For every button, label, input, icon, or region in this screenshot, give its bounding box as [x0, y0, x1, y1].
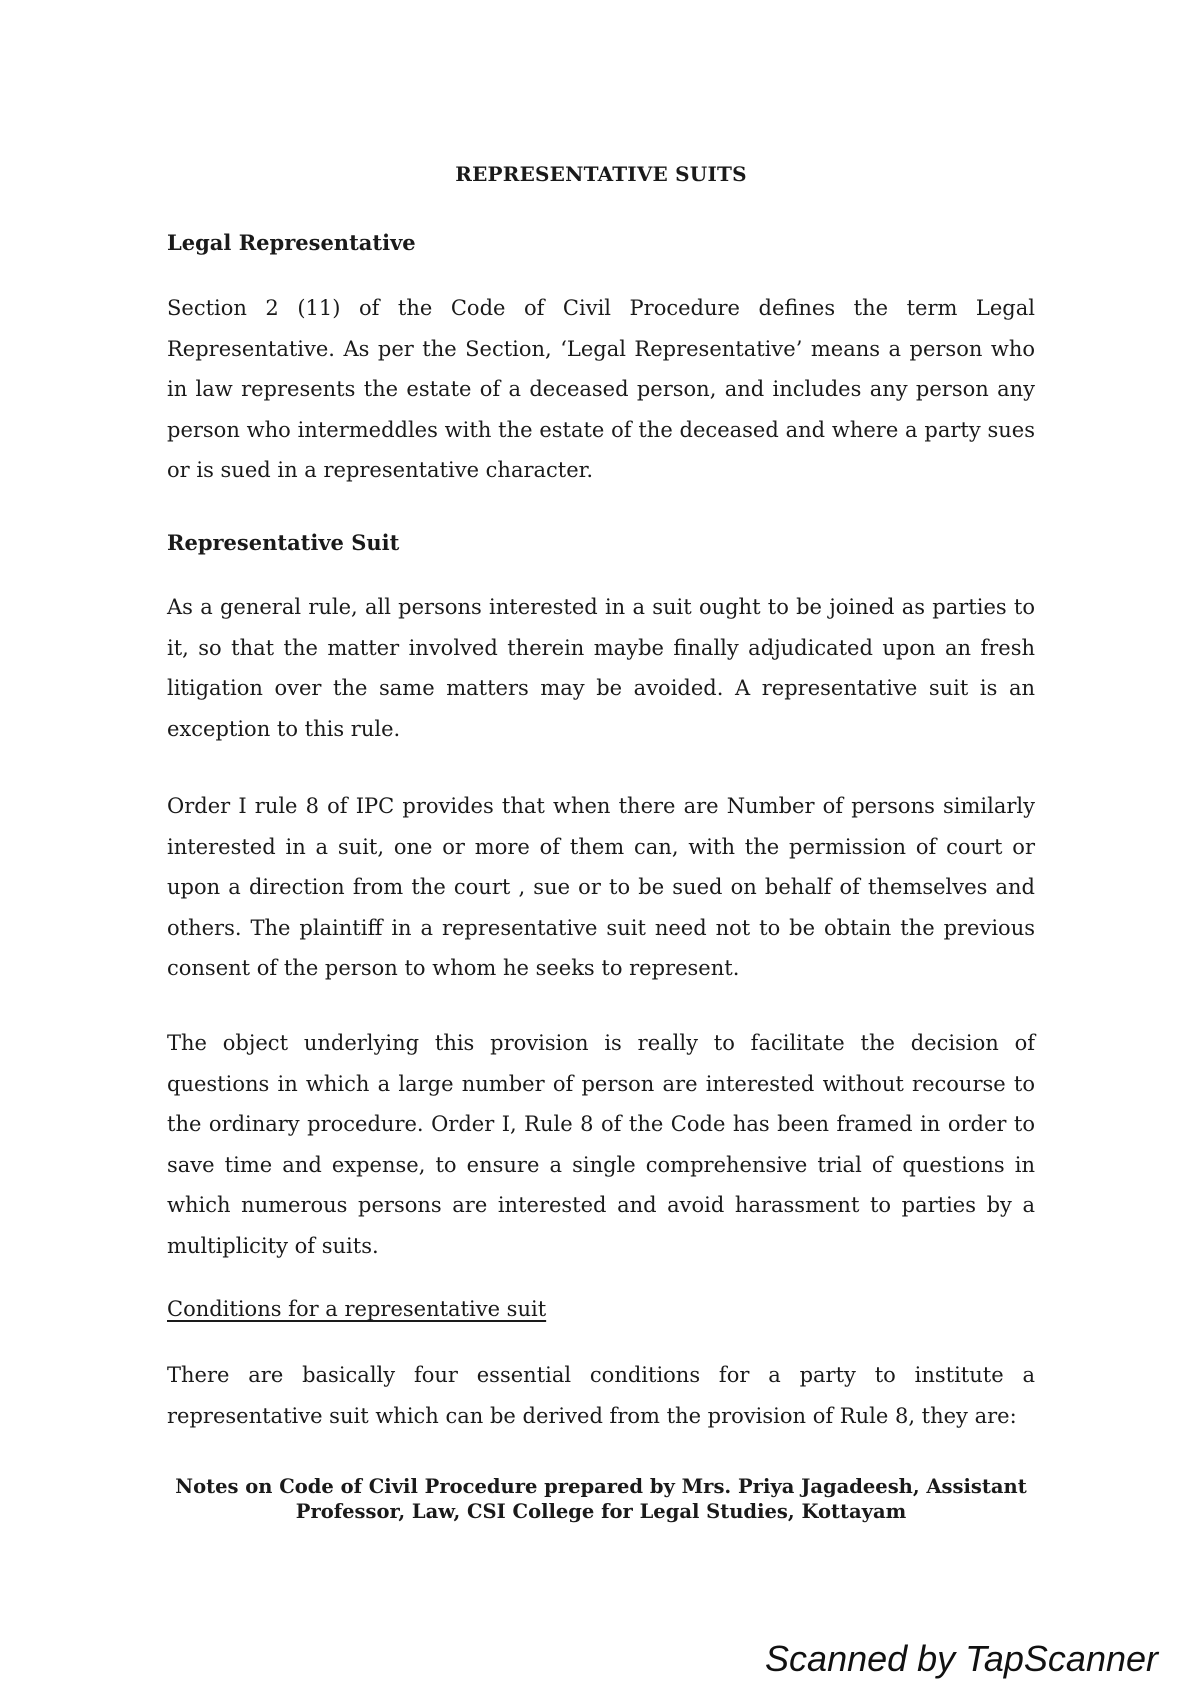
paragraph-order-rule-8: Order I rule 8 of IPC provides that when there are Number of persons similarly interested in a suit, one or more of them can, with the permission of court or upon a direction from the court , sue or to be sued on behalf of themselves and others. The plaintiff in a representative suit need not to be obtain the previous consent of the person to whom he seeks to represent. — [167, 794, 1035, 981]
paragraph-general-rule: As a general rule, all persons interested in a suit ought to be joined as parties to it, so that the matter involved therein maybe finally adjudicated upon an fresh litigation over the same matters may be avoided. A representative suit is an exception to this rule. — [167, 595, 1035, 741]
subheading-conditions: Conditions for a representative suit — [167, 1297, 547, 1321]
heading-representative-suit: Representative Suit — [167, 530, 400, 555]
heading-legal-representative: Legal Representative — [167, 230, 416, 255]
scanner-watermark: Scanned by TapScanner — [765, 1638, 1158, 1679]
footer-attribution: Notes on Code of Civil Procedure prepared by Mrs. Priya Jagadeesh, Assistant Professor, Law, CSI College for Legal Studies, Kottayam — [175, 1475, 1027, 1523]
paragraph-legal-representative-definition: Section 2 (11) of the Code of Civil Procedure defines the term Legal Representative. As per the Section, ‘Legal Representative’ means a person who in law represents the estate of a deceased person, and includes any person any person who intermeddles with the estate of the deceased and where a party sues or is sued in a representative character. — [167, 296, 1035, 483]
paragraph-object-of-provision: The object underlying this provision is really to facilitate the decision of questions in which a large number of person are interested without recourse to the ordinary procedure. Order I, Rule 8 of the Code has been framed in order to save time and expense, to ensure a single comprehensive trial of questions in which numerous persons are interested and avoid harassment to parties by a multiplicity of suits. — [167, 1031, 1035, 1258]
document-title: REPRESENTATIVE SUITS — [455, 162, 747, 186]
paragraph-four-conditions: There are basically four essential conditions for a party to institute a representative suit which can be derived from the provision of Rule 8, they are: — [167, 1363, 1035, 1428]
